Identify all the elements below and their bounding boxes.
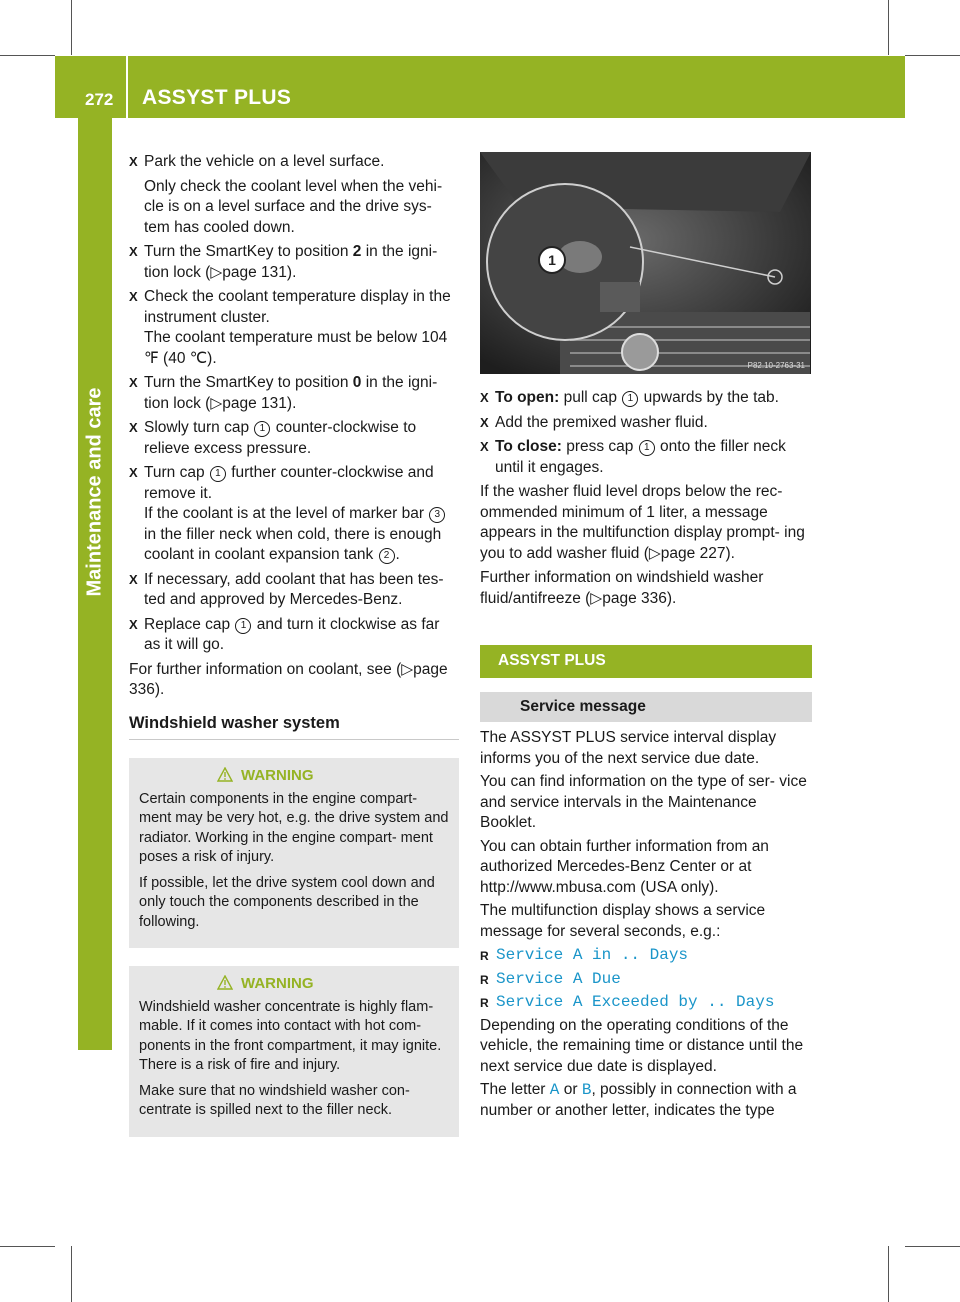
page-link[interactable]: page 227). xyxy=(660,544,735,562)
page-ref-arrow-icon: ▷ xyxy=(210,394,223,412)
marker-1-icon: 1 xyxy=(622,391,638,407)
left-column xyxy=(129,152,459,1137)
page-link[interactable]: page 336). xyxy=(602,589,677,607)
marker-1-icon: 1 xyxy=(235,618,251,634)
step-add-coolant: X If necessary, add coolant that has been tes- ted and approved by Mercedes-Benz. xyxy=(129,570,459,611)
page-link[interactable]: page 131). xyxy=(222,263,297,281)
warning-text: Windshield washer concentrate is highly flam- mable. If it comes into contact with hot com- ponents in the front compartment, it may ignite. There is a risk of fire and injury. xyxy=(139,998,442,1073)
page-title: ASSYST PLUS xyxy=(142,86,292,109)
warning-title: WARNING xyxy=(139,974,451,994)
page-ref-arrow-icon: ▷ xyxy=(648,544,661,562)
warning-box-flammable xyxy=(129,966,459,1137)
right-column xyxy=(480,152,812,1124)
step-check-temp: X Check the coolant temperature display in the instrument cluster. The coolant temperature must be below 104 ℉ (40 ℃). xyxy=(129,287,459,369)
paragraph: You can obtain further information from an authorized Mercedes-Benz Center or at http://www.mbusa.com (USA only). xyxy=(480,837,769,896)
service-message-item: R Service A Exceeded by .. Days xyxy=(480,992,812,1013)
section-side-label: Maintenance and care xyxy=(83,387,106,597)
warning-text: If possible, let the drive system cool down and only touch the components described in the following. xyxy=(139,874,435,930)
paragraph: The multifunction display shows a service message for several seconds, e.g.: xyxy=(480,902,766,940)
page-link[interactable]: page 131). xyxy=(222,394,297,412)
subheading-washer: Windshield washer system xyxy=(129,713,459,741)
step-park: X Park the vehicle on a level surface. xyxy=(129,152,459,173)
step-smartkey-0: X Turn the SmartKey to position 0 in the igni- tion lock (▷page 131). xyxy=(129,373,459,414)
paragraph: The ASSYST PLUS service interval display informs you of the next service due date. xyxy=(480,729,777,767)
washer-level-text: If the washer fluid level drops below the rec- ommended minimum of 1 liter, a message appears in the multifunction display prompt- ing you to add washer fluid (▷page 227). xyxy=(480,483,805,562)
page-ref-arrow-icon: ▷ xyxy=(590,589,603,607)
service-message-item: R Service A Due xyxy=(480,969,812,990)
warning-triangle-icon xyxy=(217,767,233,782)
warning-text: Certain components in the engine compart- ment may be very hot, e.g. the drive system and radiator. Working in the engine compart- ment poses a risk of injury. xyxy=(139,790,449,865)
washer-further-text: Further information on windshield washer fluid/antifreeze (▷page 336). xyxy=(480,569,764,607)
marker-1-icon: 1 xyxy=(210,466,226,482)
coolant-further-info: For further information on coolant, see (▷page 336). xyxy=(129,660,448,698)
marker-1-icon: 1 xyxy=(639,440,655,456)
step-smartkey-2: X Turn the SmartKey to position 2 in the igni- tion lock (▷page 131). xyxy=(129,242,459,283)
engine-bay-photo xyxy=(480,152,811,374)
header-divider xyxy=(126,56,128,118)
marker-1-icon: 1 xyxy=(254,421,270,437)
section-heading-assyst: ASSYST PLUS xyxy=(480,645,812,678)
step-remove-cap: X Turn cap 1 further counter-clockwise and remove it. If the coolant is at the level of marker bar 3 in the filler neck when cold, there is enough coolant in coolant expansion tank 2 . xyxy=(129,463,459,566)
step-park-note: Only check the coolant level when the vehi- cle is on a level surface and the drive sys- tem has cooled down. xyxy=(144,177,443,236)
step-replace-cap: X Replace cap 1 and turn it clockwise as far as it will go. xyxy=(129,615,459,656)
warning-box-hot xyxy=(129,758,459,948)
side-tab-gap xyxy=(78,1050,112,1150)
page-ref-arrow-icon: ▷ xyxy=(401,660,414,678)
paragraph-letter: The letter A or B, possibly in connection with a number or another letter, indicates the type xyxy=(480,1081,797,1119)
marker-3-icon: 3 xyxy=(429,507,445,523)
page-number: 272 xyxy=(85,90,114,109)
marker-2-icon: 2 xyxy=(379,548,395,564)
step-close: X To close: press cap 1 onto the filler neck until it engages. xyxy=(480,437,812,478)
image-code: P82.10-2763-31 xyxy=(747,361,805,370)
warning-title: WARNING xyxy=(139,766,451,786)
warning-text: Make sure that no windshield washer con- centrate is spilled next to the filler neck. xyxy=(139,1082,410,1118)
page-link[interactable]: page 336). xyxy=(129,660,448,698)
step-open: X To open: pull cap 1 upwards by the tab. xyxy=(480,388,812,409)
subsection-heading-service: Service message xyxy=(480,692,812,723)
step-turn-cap: X Slowly turn cap 1 counter-clockwise to relieve excess pressure. xyxy=(129,418,459,459)
svg-text:1: 1 xyxy=(548,252,556,268)
paragraph: Depending on the operating conditions of the vehicle, the remaining time or distance until the next service due date is displayed. xyxy=(480,1016,804,1075)
paragraph: You can find information on the type of ser- vice and service intervals in the Maintenance Booklet. xyxy=(480,773,807,831)
page-ref-arrow-icon: ▷ xyxy=(210,263,223,281)
step-add-fluid: X Add the premixed washer fluid. xyxy=(480,413,812,434)
service-message-item: R Service A in .. Days xyxy=(480,945,812,966)
warning-triangle-icon xyxy=(217,975,233,990)
